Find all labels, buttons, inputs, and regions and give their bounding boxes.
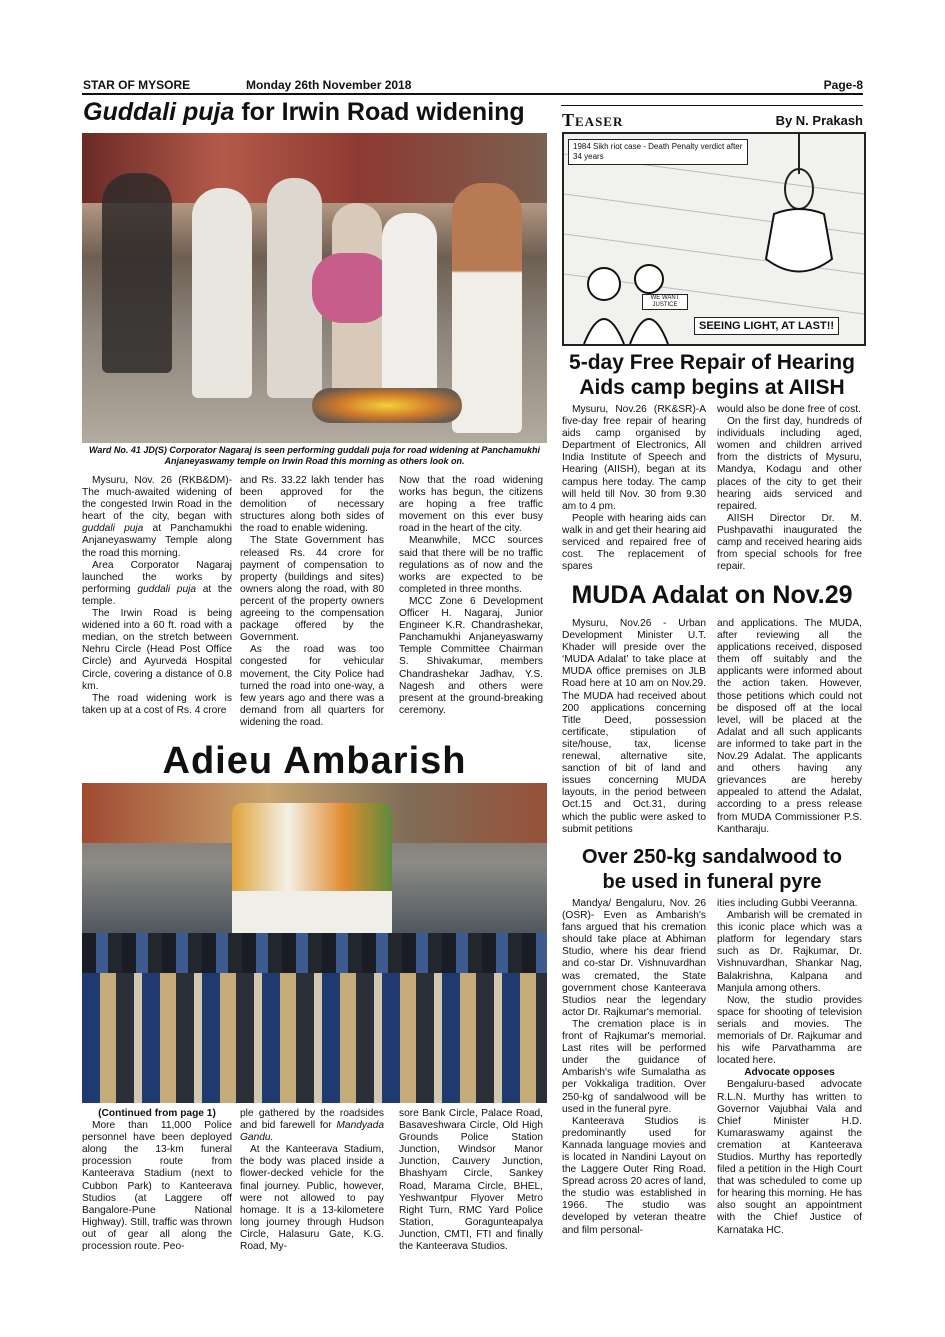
masthead-rule	[82, 93, 863, 95]
ambarish-headline: Adieu Ambarish	[162, 740, 467, 782]
ambarish-column-3: sore Bank Circle, Palace Road, Basaveshwara Circle, Old High Grounds Police Station Junction, Windsor Manor Junction, Cauvery Junction, Bhashyam Circle, Sankey Road, Marama Circle, BHEL, Yeshwantpur Flyover Metro Right Turn, RMC Yard Police Station, Goragunteapalya Junction, CMTI, FTI and finally the Kanteerava Studios.	[399, 1108, 543, 1253]
guddali-puja-photo	[82, 133, 547, 443]
sandalwood-column-2: ities including Gubbi Veeranna. Ambarish will be cremated in this iconic place which was a platform for legendary stars such as Dr. Rajkumar, Dr. Vishnuvardhan, Shankar Nag, Balakrishna, Kalpana and Manjula among others. Now, the studio provides space for shooting of television serials and movies. The memorials of Dr. Rajkumar and his wife Parvathamma are located here. Advocate opposes Bengaluru-based advocate R.L.N. Murthy has written to Governor Vajubhai Vala and Chief Minister H.D. Kumaraswamy against the cremation at Kanteerava Studios. Murthy has reportedly filed a petition in the High Court that was scheduled to come up for hearing this morning. He has also sought an appointment with the Chief Justice of Karnataka HC.	[717, 898, 862, 1236]
issue-date: Monday 26th November 2018	[246, 78, 412, 92]
teaser-title: Teaser	[562, 110, 624, 130]
hearing-aids-headline: 5-day Free Repair of Hearing Aids camp begins at AIISH	[569, 351, 855, 399]
page-number: Page-8	[823, 78, 863, 92]
paper-name: STAR OF MYSORE	[83, 78, 191, 92]
muda-headline: MUDA Adalat on Nov.29	[571, 581, 853, 609]
sandalwood-column-1: Mandya/ Bengaluru, Nov. 26 (OSR)- Even as Ambarish's fans argued that his cremation should take place at Abhiman Studio, where his dear friend and co-star Dr. Vishnuvardhan was cremated, the State government chose Kanteerava Studios near the legendary actor Dr. Rajkumar's memorial. The cremation place is in front of Rajkumar's memorial. Last rites will be performed under the guidance of Ambarish's wife Sumalatha as per Vokkaliga tradition. Over 250-kg of sandalwood will be used in the funeral pyre. Kanteerava Studios is predominantly used for Kannada language movies and is located in Nandini Layout on the Laggere Outer Ring Road. Spread across 20 acres of land, the studio was established in 1966. The studio was developed by veteran theatre and film personal-	[562, 898, 706, 1236]
story1-column-1: Mysuru, Nov. 26 (RKB&DM)- The much-awaited widening of the congested Irwin Road in the heart of the city, began with guddali puja at Panchamukhi Anjaneyaswamy Temple along the road this morning. Area Corporator Nagaraj launched the works by performing guddali puja at the temple. The Irwin Road is being widened into a 60 ft. road with a median, on the stretch between Nehru Circle (Head Post Office Circle) and Ayurveda Hospital Circle, covering a distance of 0.8 km. The road widening work is taken up at a cost of Rs. 4 crore	[82, 475, 232, 716]
sandalwood-headline: Over 250-kg sandalwood to be used in funeral pyre	[581, 846, 843, 893]
guddali-puja-caption: Ward No. 41 JD(S) Corporator Nagaraj is seen performing guddali puja for road widening at Panchamukhi Anjaneyaswamy temple on Irwin Road this morning as others look on.	[89, 445, 540, 466]
teaser-cartoon	[562, 132, 866, 346]
teaser-byline: By N. Prakash	[775, 113, 863, 128]
cartoon-caption: SEEING LIGHT, AT LAST!!	[694, 317, 839, 335]
teaser-top-rule	[561, 105, 863, 106]
cartoon-sign: WE WANT JUSTICE	[642, 294, 688, 310]
story1-column-2: and Rs. 33.22 lakh tender has been approved for the demolition of necessary structures along both sides of the road to enable widening. The State Government has released Rs. 44 crore for payment of compensation to property (buildings and sites) owners along the road, with 80 percent of the property owners agreeing to the compensation package offered by the Government. As the road was too congested for vehicular movement, the City Police had turned the road into one-way, a few years ago and there was a demand from all quarters for widening the road.	[240, 475, 384, 728]
ambarish-column-1: (Continued from page 1) More than 11,000 Police personnel have been deployed along the 13-km funeral procession route from Kanteerava Stadium (next to Cubbon Park) to Kanteerava Studios (at Laggere off Bangalore-Pune National Highway). Still, traffic was thrown out of gear all along the procession route. Peo-	[82, 1108, 232, 1253]
cartoon-note: 1984 Sikh riot case - Death Penalty verdict after 34 years	[568, 139, 748, 165]
ambarish-column-2: ple gathered by the roadsides and bid farewell for Mandyada Gandu. At the Kanteerava Stadium, the body was placed inside a flower-decked vehicle for the final journey. Public, however, were not allowed to pay homage. It is a 13-kilometere long journey through Hudson Circle, Halasuru Gate, K.G. Road, My-	[240, 1108, 384, 1253]
muda-column-1: Mysuru, Nov.26 - Urban Development Minister U.T. Khader will preside over the ‘MUDA Adalat’ to take place at MUDA office premises on JLB Road here at 10 am on Nov.29. The MUDA had received about 200 applications concerning Title Deed, possession certificate, stipulation of site/house, tax, license renewal, alternative site, sanction of bit of land and issues concerning MUDA layouts, in the period between Oct.15 and Oct.31, during which the public were asked to submit petitions	[562, 618, 706, 835]
muda-column-2: and applications. The MUDA, after reviewing all the applications received, disposed them off suitably and the applicants were informed about the action taken. However, those petitions which could not be disposed off at the local level, will be placed at the Adalat and all such applicants are informed to take part in the Nov.29 Adalat. The applicants and others having any grievances are hereby appealed to attend the Adalat, according to a press release from MUDA Commissioner P.S. Kantharaju.	[717, 618, 862, 835]
hearing-aids-column-1: Mysuru, Nov.26 (RK&SR)-A five-day free repair of hearing aids camp organised by Department of Electronics, All India Institute of Speech and Hearing (AIISH), began at its campus here today. The camp will held till Nov. 30 from 9.30 am to 4 pm. People with hearing aids can walk in and get their hearing aid serviced and repaired free of cost. The replacement of spares	[562, 404, 706, 573]
funeral-procession-photo	[82, 783, 547, 1103]
story1-column-3: Now that the road widening works has begun, the citizens are hoping a free traffic movement on this ever busy road in the heart of the city. Meanwhile, MCC sources said that there will be no traffic regulations as of now and the works are expected to be completed in three months. MCC Zone 6 Development Officer H. Nagaraj, Junior Engineer K.R. Chandrashekar, Panchamukhi Anjaneyaswamy Temple Committee Chairman S. Shivakumar, members Chandrashekar Jadhav, Y.S. Nagesh and others were present at the ground-breaking ceremony.	[399, 475, 543, 716]
cartoon-drawing	[564, 134, 864, 344]
story1-headline: Guddali puja for Irwin Road widening	[83, 98, 525, 126]
hearing-aids-column-2: would also be done free of cost. On the first day, hundreds of individuals including aged, women and children arrived from the districts of Mysuru, Mandya, Kodagu and other places of the city to get their hearing aids serviced and repaired. AIISH Director Dr. M. Pushpavathi inaugurated the camp and received hearing aids from special schools for free repair.	[717, 404, 862, 573]
